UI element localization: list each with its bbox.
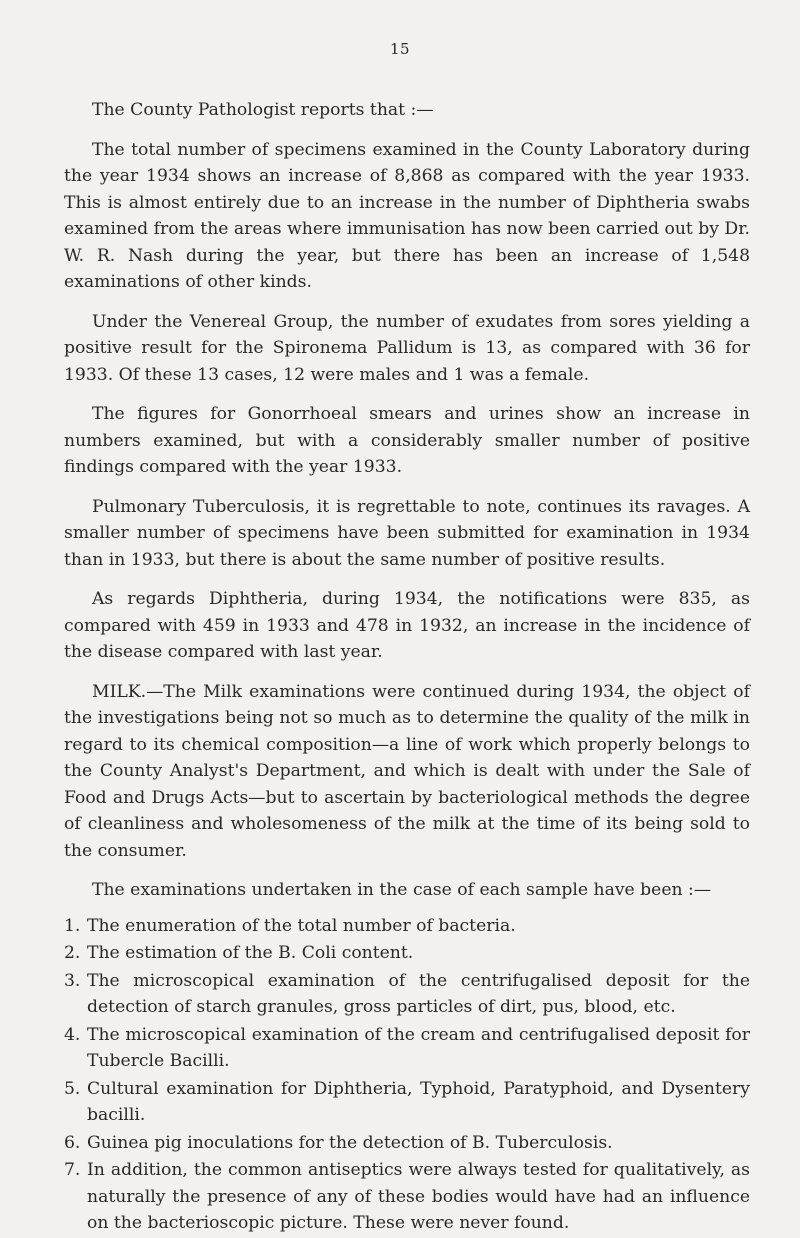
paragraph-venereal: Under the Venereal Group, the number of exudates from sores yielding a positive result for the Spironema Pallidum is 13, as compared with 36 for 1933. Of these 13 cases, 12 were males and 1 was a female. — [64, 311, 750, 385]
list-item-text: The microscopical examination of the centrifugalised deposit for the detection of starch granules, gross particles of dirt, pus, blood, etc. — [87, 970, 750, 1017]
report-body — [64, 97, 750, 1238]
paragraph-diphtheria: As regards Diphtheria, during 1934, the notifications were 835, as compared with 459 in 1933 and 478 in 1932, an increase in the incidence of the disease compared with last year. — [64, 589, 750, 662]
paragraph-tuberculosis: Pulmonary Tuberculosis, it is regrettable to note, continues its ravages. A smaller number of specimens have been submitted for examination in 1934 than in 1933, but there is about the same number of positive results. — [64, 496, 750, 570]
list-item — [64, 940, 750, 967]
list-item-number: 4. — [64, 1024, 81, 1045]
list-item-text: Cultural examination for Diphtheria, Typhoid, Paratyphoid, and Dysentery bacilli. — [87, 1078, 750, 1125]
paragraph-gonorrhoeal: The figures for Gonorrhoeal smears and urines show an increase in numbers examined, but with a considerably smaller number of positive findings compared with the year 1933. — [64, 404, 750, 477]
list-item-text: The microscopical examination of the cream and centrifugalised deposit for Tubercle Bacilli. — [87, 1024, 750, 1071]
list-item — [64, 1022, 750, 1075]
list-item-text: The enumeration of the total number of bacteria. — [87, 915, 516, 936]
list-item-number: 3. — [64, 970, 81, 991]
opening-line: The County Pathologist reports that :— — [92, 100, 434, 120]
page-number: 15 — [389, 40, 411, 58]
list-item-text: Guinea pig inoculations for the detection of B. Tuberculosis. — [87, 1132, 613, 1153]
list-item — [64, 1076, 750, 1129]
paragraph-milk: MILK.—The Milk examinations were continued during 1934, the object of the investigations being not so much as to determine the quality of the milk in regard to its chemical composition—a line of work which properly belongs to the County Analyst's Department, and which is dealt with under the Sale of Food and Drugs Acts—but to ascertain by bacteriological methods the degree of cleanliness and wholesomeness of the milk at the time of its being sold to the consumer. — [64, 681, 750, 861]
list-item-number: 7. — [64, 1160, 81, 1180]
list-item-number: 6. — [64, 1132, 81, 1153]
list-item-number: 5. — [64, 1078, 81, 1099]
list-item-text: The estimation of the B. Coli content. — [87, 943, 414, 963]
list-item — [64, 913, 750, 940]
list-intro: The examinations undertaken in the case of each sample have been :— — [92, 880, 712, 900]
paragraph-specimens: The total number of specimens examined in the County Laboratory during the year 1934 shows an increase of 8,868 as compared with the year 1933. This is almost entirely due to an increase in the number of Diphtheria swabs examined from the areas where immunisation has now been carried out by Dr. W. R. Nash during the year, but there has been an increase of 1,548 examinations of other kinds. — [64, 139, 751, 292]
list-item-number: 2. — [64, 943, 81, 963]
examinations-list — [64, 913, 750, 1237]
list-item — [64, 968, 750, 1021]
list-item-number: 1. — [64, 915, 81, 936]
list-item — [64, 1157, 750, 1237]
list-item-text: In addition, the common antiseptics were always tested for qualitatively, as naturally the presence of any of these bodies would have had an influence on the bacterioscopic picture. These were never found. — [87, 1160, 750, 1233]
list-item — [64, 1130, 750, 1157]
